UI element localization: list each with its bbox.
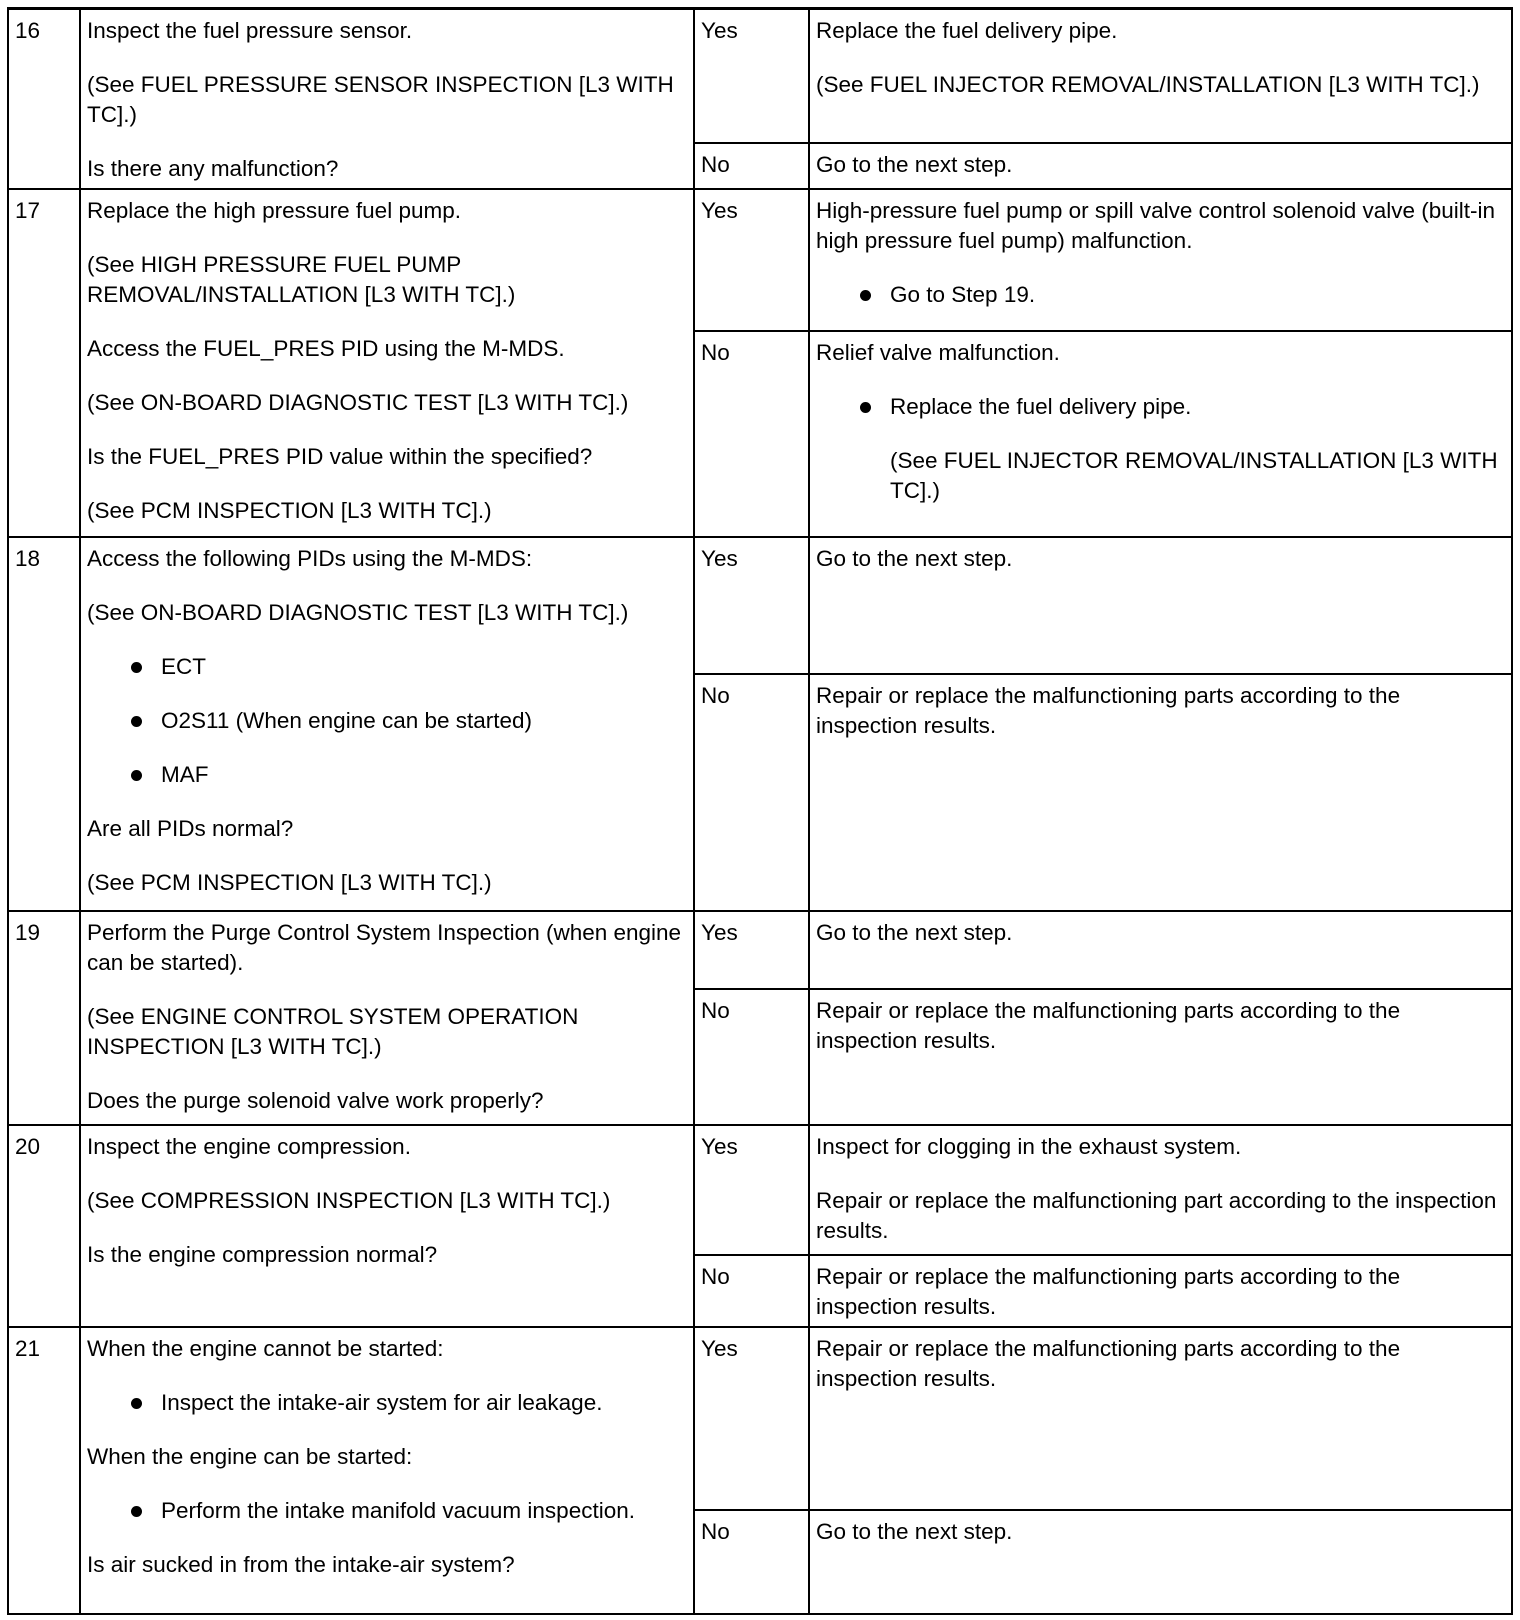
condition-text: When the engine can be started:: [87, 1444, 413, 1469]
yes-label: Yes: [694, 1327, 809, 1510]
no-label: No: [694, 989, 809, 1125]
step-20-no-result: [809, 1255, 1512, 1327]
step-16-action: [80, 9, 694, 190]
condition-text: When the engine cannot be started:: [87, 1336, 444, 1361]
pid-item: ECT: [127, 652, 687, 682]
step-16-yes-result: [809, 9, 1512, 143]
action-text: Inspect the engine compression.: [87, 1134, 411, 1159]
step-18-yes-result: [809, 537, 1512, 674]
reference-text: (See ON-BOARD DIAGNOSTIC TEST [L3 WITH TC].): [87, 600, 629, 625]
step-19-no-result: [809, 989, 1512, 1125]
diagnostic-procedure-table: [7, 7, 1513, 1615]
action-text: Inspect the fuel pressure sensor.: [87, 18, 413, 43]
result-text: Go to the next step.: [816, 1519, 1013, 1544]
step-17-action: [80, 189, 694, 537]
bullet-list: [87, 1496, 687, 1526]
reference-text: (See FUEL INJECTOR REMOVAL/INSTALLATION [L3 WITH TC].): [816, 72, 1480, 97]
action-text: Replace the high pressure fuel pump.: [87, 198, 461, 223]
reference-text: (See PCM INSPECTION [L3 WITH TC].): [87, 498, 492, 523]
step-number: 19: [8, 911, 80, 1125]
no-label: No: [694, 1510, 809, 1614]
bullet-list: [87, 1388, 687, 1418]
yes-label: Yes: [694, 537, 809, 674]
no-label: No: [694, 331, 809, 537]
action-text: Access the FUEL_PRES PID using the M-MDS.: [87, 336, 565, 361]
bullet-item: Perform the intake manifold vacuum inspection.: [127, 1496, 687, 1526]
question-text: Is there any malfunction?: [87, 156, 339, 181]
step-19-yes-result: [809, 911, 1512, 989]
question-text: Are all PIDs normal?: [87, 816, 294, 841]
step-16-no-result: [809, 143, 1512, 189]
bullet-item: Replace the fuel delivery pipe.: [856, 392, 1505, 422]
step-21-action: [80, 1327, 694, 1614]
bullet-item: Inspect the intake-air system for air leakage.: [127, 1388, 687, 1418]
yes-label: Yes: [694, 911, 809, 989]
result-text: Repair or replace the malfunctioning parts according to the inspection results.: [816, 1336, 1401, 1391]
result-text: Inspect for clogging in the exhaust system.: [816, 1134, 1242, 1159]
result-text: Repair or replace the malfunctioning parts according to the inspection results.: [816, 998, 1401, 1053]
no-label: No: [694, 674, 809, 911]
question-text: Is air sucked in from the intake-air system?: [87, 1552, 515, 1577]
result-text: Relief valve malfunction.: [816, 340, 1060, 365]
result-text: Go to the next step.: [816, 546, 1013, 571]
pid-item: O2S11 (When engine can be started): [127, 706, 687, 736]
step-number: 16: [8, 9, 80, 190]
reference-text: (See PCM INSPECTION [L3 WITH TC].): [87, 870, 492, 895]
pid-item: MAF: [127, 760, 687, 790]
result-text: Replace the fuel delivery pipe.: [816, 18, 1118, 43]
yes-label: Yes: [694, 1125, 809, 1255]
reference-text: (See ON-BOARD DIAGNOSTIC TEST [L3 WITH TC].): [87, 390, 629, 415]
result-text: Go to the next step.: [816, 151, 1013, 177]
question-text: Is the engine compression normal?: [87, 1242, 438, 1267]
step-18-yes-row: [8, 537, 1512, 674]
bullet-list: [816, 280, 1505, 310]
step-number: 20: [8, 1125, 80, 1327]
reference-text: (See FUEL INJECTOR REMOVAL/INSTALLATION [L3 WITH TC].): [890, 448, 1498, 503]
action-text: Perform the Purge Control System Inspection (when engine can be started).: [87, 920, 682, 975]
result-text: Repair or replace the malfunctioning parts according to the inspection results.: [816, 1264, 1401, 1319]
question-text: Is the FUEL_PRES PID value within the specified?: [87, 444, 593, 469]
step-number: 17: [8, 189, 80, 537]
bullet-list: [816, 392, 1505, 422]
step-17-yes-row: [8, 189, 1512, 331]
step-number: 18: [8, 537, 80, 911]
yes-label: Yes: [694, 9, 809, 143]
step-18-action: [80, 537, 694, 911]
no-label: No: [694, 1255, 809, 1327]
step-21-yes-result: [809, 1327, 1512, 1510]
reference-text: (See COMPRESSION INSPECTION [L3 WITH TC].): [87, 1188, 611, 1213]
diagnostic-procedure-page: [7, 7, 1513, 1615]
step-21-no-result: [809, 1510, 1512, 1614]
result-text: High-pressure fuel pump or spill valve control solenoid valve (built-in high pressure fuel pump) malfunction.: [816, 198, 1496, 253]
pid-list: [87, 652, 687, 790]
step-19-action: [80, 911, 694, 1125]
step-20-action: [80, 1125, 694, 1327]
yes-label: Yes: [694, 189, 809, 331]
reference-text: (See HIGH PRESSURE FUEL PUMP REMOVAL/INSTALLATION [L3 WITH TC].): [87, 252, 516, 307]
step-18-no-result: [809, 674, 1512, 911]
no-label: No: [694, 143, 809, 189]
step-16-yes-row: [8, 9, 1512, 143]
step-20-yes-result: [809, 1125, 1512, 1255]
question-text: Does the purge solenoid valve work properly?: [87, 1088, 544, 1113]
result-text: Repair or replace the malfunctioning part according to the inspection results.: [816, 1188, 1497, 1243]
step-number: 21: [8, 1327, 80, 1614]
step-17-no-result: [809, 331, 1512, 537]
reference-text: (See ENGINE CONTROL SYSTEM OPERATION INSPECTION [L3 WITH TC].): [87, 1004, 579, 1059]
result-text: Repair or replace the malfunctioning parts according to the inspection results.: [816, 683, 1401, 738]
action-text: Access the following PIDs using the M-MDS:: [87, 546, 533, 571]
step-19-yes-row: [8, 911, 1512, 989]
step-20-yes-row: [8, 1125, 1512, 1255]
bullet-item: Go to Step 19.: [856, 280, 1505, 310]
step-21-yes-row: [8, 1327, 1512, 1510]
step-17-yes-result: [809, 189, 1512, 331]
result-text: Go to the next step.: [816, 920, 1013, 945]
reference-text: (See FUEL PRESSURE SENSOR INSPECTION [L3 WITH TC].): [87, 72, 674, 127]
